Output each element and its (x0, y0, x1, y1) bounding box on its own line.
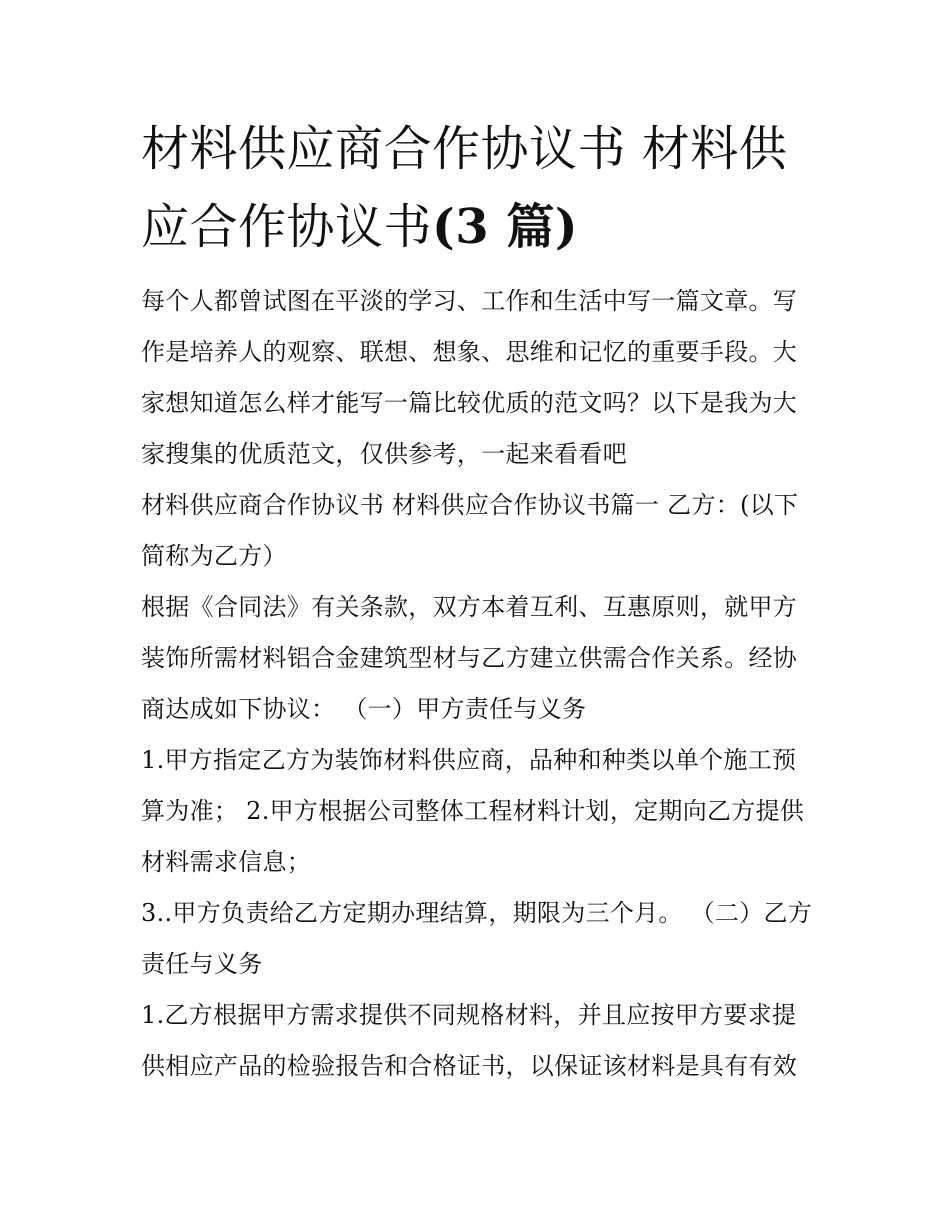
party-a-duties-paragraph: 1.甲方指定乙方为装饰材料供应商，品种和种类以单个施工预算为准； 2.甲方根据公司整体工程材料计划，定期向乙方提供材料需求信息； (141, 746, 805, 876)
intro-paragraph: 每个人都曾试图在平淡的学习、工作和生活中写一篇文章。写作是培养人的观察、联想、想象、思维和记忆的重要手段。大家想知道怎么样才能写一篇比较优质的范文吗？以下是我为大家搜集的优质范文，仅供参考，一起来看看吧 (141, 287, 798, 468)
agreement-heading-paragraph: 材料供应商合作协议书 材料供应合作协议书篇一 乙方：(以下简称为乙方） (141, 491, 799, 570)
party-b-duties-paragraph: 1.乙方根据甲方需求提供不同规格材料，并且应按甲方要求提供相应产品的检验报告和合格证书，以保证该材料是具有有效 (141, 1001, 798, 1080)
settlement-paragraph: 3..甲方负责给乙方定期办理结算，期限为三个月。 （二）乙方责任与义务 (141, 899, 813, 978)
document-title-main: 材料供应商合作协议书 材料供应合作协议书 (141, 121, 788, 255)
document-title-count: (3 篇) (432, 199, 579, 255)
agreement-basis-paragraph: 根据《合同法》有关条款，双方本着互利、互惠原则，就甲方装饰所需材料铝合金建筑型材与乙方建立供需合作关系。经协商达成如下协议： （一）甲方责任与义务 (141, 593, 798, 723)
document-page (141, 110, 816, 1092)
document-title (141, 110, 816, 266)
